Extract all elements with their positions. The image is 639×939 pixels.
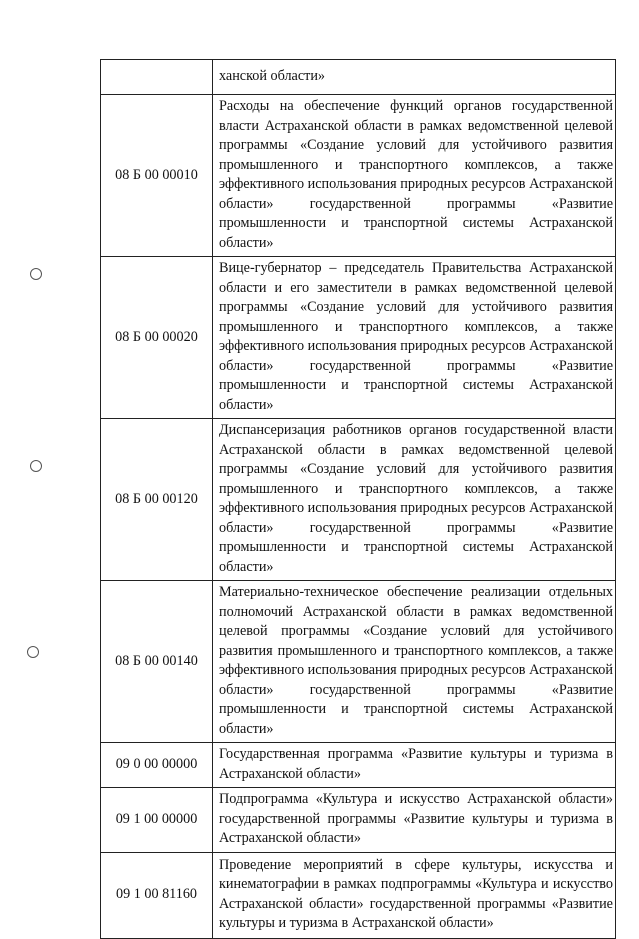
punch-hole-mark <box>30 268 42 280</box>
table-row <box>101 581 616 743</box>
code-cell: 09 0 00 00000 <box>101 743 213 788</box>
code-cell: 09 1 00 81160 <box>101 852 213 938</box>
punch-hole-mark <box>27 646 39 658</box>
budget-classification-table <box>100 59 616 939</box>
description-cell: Материально-техническое обеспечение реализации отдельных полномочий Астраханской области в рамках ведомственной целевой программы «Создание условий для устойчивого развития промышленного и транспортного комплексов, а также эффективного использования природных ресурсов Астраханской области» государственной программы «Развитие промышленности и транспортной системы Астраханской области» <box>213 581 616 743</box>
table-row <box>101 788 616 853</box>
table-row <box>101 852 616 938</box>
code-cell: 08 Б 00 00140 <box>101 581 213 743</box>
table-row <box>101 257 616 419</box>
code-cell <box>101 60 213 95</box>
code-cell: 08 Б 00 00010 <box>101 95 213 257</box>
table-row <box>101 60 616 95</box>
code-cell: 08 Б 00 00020 <box>101 257 213 419</box>
description-cell: Подпрограмма «Культура и искусство Астраханской области» государственной программы «Развитие культуры и туризма в Астраханской области» <box>213 788 616 853</box>
description-cell: Проведение мероприятий в сфере культуры, искусства и кинематографии в рамках подпрограммы «Культура и искусство Астраханской области» государственной программы «Развитие культуры и туризма в Астраханской области» <box>213 852 616 938</box>
code-cell: 08 Б 00 00120 <box>101 419 213 581</box>
description-cell: Диспансеризация работников органов государственной власти Астраханской области в рамках ведомственной целевой программы «Создание условий для устойчивого развития промышленного и транспортного комплексов, а также эффективного использования природных ресурсов Астраханской области» государственной программы «Развитие промышленности и транспортной системы Астраханской области» <box>213 419 616 581</box>
description-cell: Вице-губернатор – председатель Правительства Астраханской области и его заместители в рамках ведомственной целевой программы «Создание условий для устойчивого развития промышленного и транспортного комплексов, а также эффективного использования природных ресурсов Астраханской области» государственной программы «Развитие промышленности и транспортной системы Астраханской области» <box>213 257 616 419</box>
description-cell: Расходы на обеспечение функций органов государственной власти Астраханской области в рамках ведомственной целевой программы «Создание условий для устойчивого развития промышленного и транспортного комплексов, а также эффективного использования природных ресурсов Астраханской области» государственной программы «Развитие промышленности и транспортной системы Астраханской области» <box>213 95 616 257</box>
table-row <box>101 419 616 581</box>
table-row <box>101 743 616 788</box>
table-row <box>101 95 616 257</box>
code-cell: 09 1 00 00000 <box>101 788 213 853</box>
description-cell: ханской области» <box>213 60 616 95</box>
punch-hole-mark <box>30 460 42 472</box>
description-cell: Государственная программа «Развитие культуры и туризма в Астраханской области» <box>213 743 616 788</box>
